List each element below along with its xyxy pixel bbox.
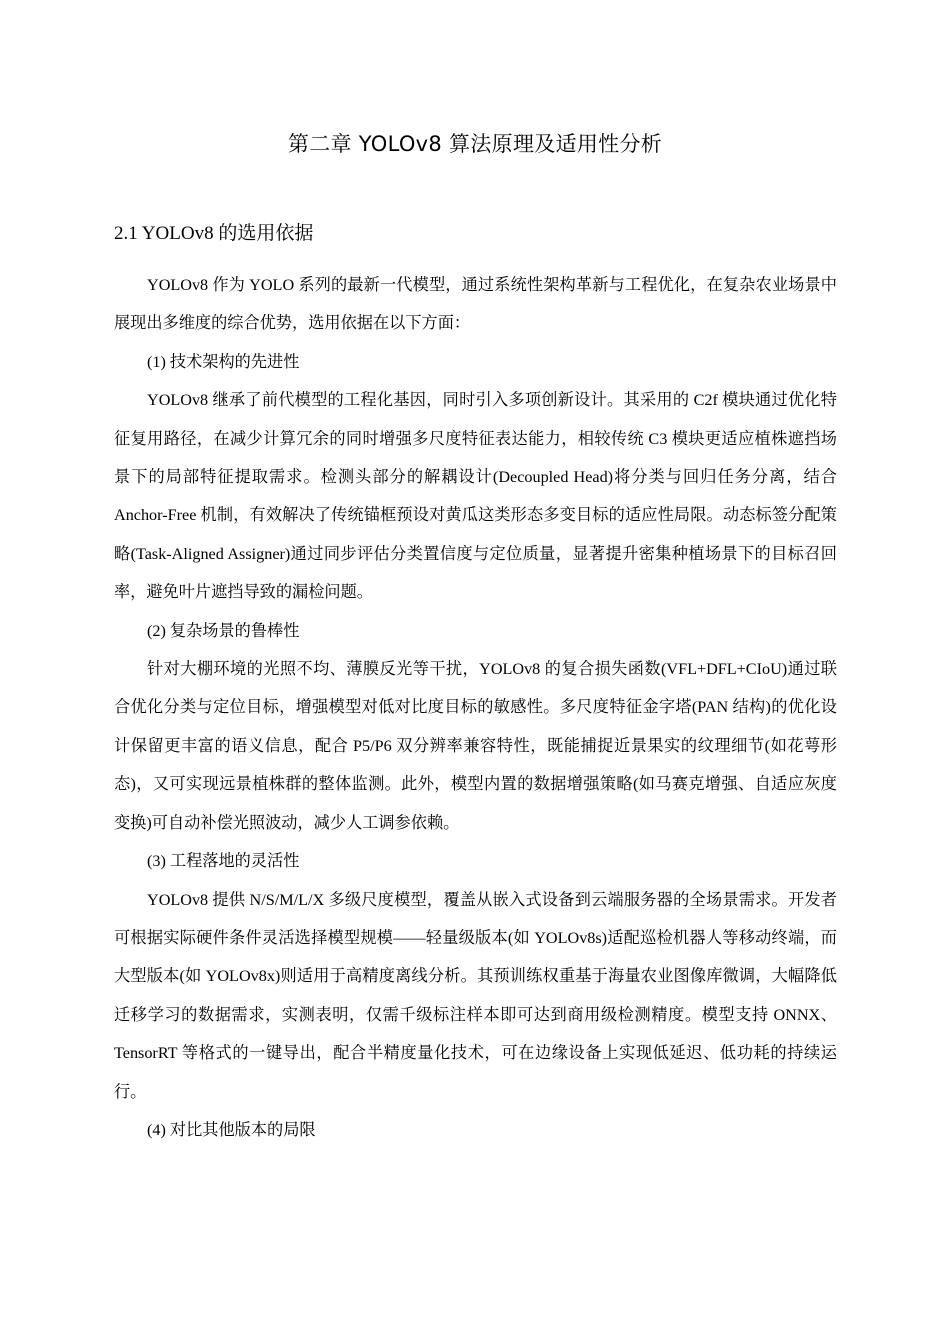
item-paragraph-1: YOLOv8 继承了前代模型的工程化基因，同时引入多项创新设计。其采用的 C2f 模块通过优化特征复用路径，在减少计算冗余的同时增强多尺度特征表达能力，相较传统 C3 模块更适应植株遮挡场景下的局部特征提取需求。检测头部分的解耦设计(Decoupled Head)将分类与回归任务分离，结合 Anchor-Free 机制，有效解决了传统锚框预设对黄瓜这类形态多变目标的适应性局限。动态标签分配策略(Task-Aligned Assigner)通过同步评估分类置信度与定位质量，显著提升密集种植场景下的目标召回率，避免叶片遮挡导致的漏检问题。 xyxy=(114,391,837,602)
item-heading-3: (3) 工程落地的灵活性 xyxy=(147,852,300,871)
item-heading-2: (2) 复杂场景的鲁棒性 xyxy=(147,621,300,640)
item-paragraph-2: 针对大棚环境的光照不均、薄膜反光等干扰，YOLOv8 的复合损失函数(VFL+DFL+CIoU)通过联合优化分类与定位目标，增强模型对低对比度目标的敏感性。多尺度特征金字塔(PAN 结构)的优化设计保留更丰富的语义信息，配合 P5/P6 双分辨率兼容特性，既能捕捉近景果实的纹理细节(如花萼形态)，又可实现远景植株群的整体监测。此外，模型内置的数据增强策略(如马赛克增强、自适应灰度变换)可自动补偿光照波动，减少人工调参依赖。 xyxy=(114,660,837,832)
item-paragraph-3: YOLOv8 提供 N/S/M/L/X 多级尺度模型，覆盖从嵌入式设备到云端服务器的全场景需求。开发者可根据实际硬件条件灵活选择模型规模——轻量级版本(如 YOLOv8s)适配巡检机器人等移动终端，而大型版本(如 YOLOv8x)则适用于高精度离线分析。其预训练权重基于海量农业图像库微调，大幅降低迁移学习的数据需求，实测表明，仅需千级标注样本即可达到商用级检测精度。模型支持 ONNX、TensorRT 等格式的一键导出，配合半精度量化技术，可在边缘设备上实现低延迟、低功耗的持续运行。 xyxy=(114,890,837,1101)
intro-paragraph: YOLOv8 作为 YOLO 系列的最新一代模型，通过系统性架构革新与工程优化，在复杂农业场景中展现出多维度的综合优势，选用依据在以下方面： xyxy=(114,276,837,333)
item-heading-1: (1) 技术架构的先进性 xyxy=(147,352,300,371)
chapter-title: 第二章 YOLOv8 算法原理及适用性分析 xyxy=(287,132,663,156)
section-heading: 2.1 YOLOv8 的选用依据 xyxy=(114,223,314,244)
body-text xyxy=(114,266,837,1149)
item-heading-4: (4) 对比其他版本的局限 xyxy=(147,1120,316,1139)
